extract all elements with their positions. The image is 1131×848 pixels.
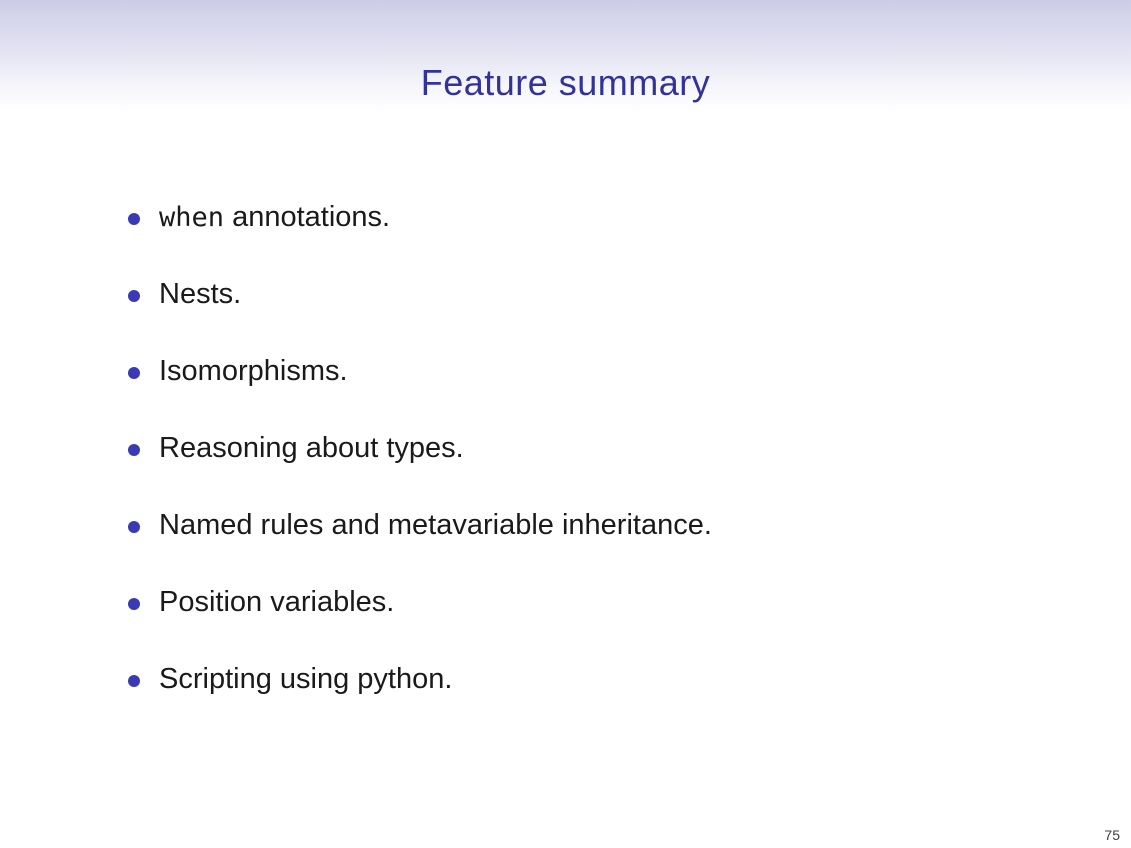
list-item bbox=[128, 354, 1091, 389]
slide-title: Feature summary bbox=[420, 62, 711, 103]
list-item-label: annotations. bbox=[224, 201, 391, 233]
bullet-icon bbox=[128, 444, 140, 456]
list-item bbox=[128, 200, 1091, 235]
list-item bbox=[128, 508, 1091, 543]
list-item-text bbox=[159, 508, 712, 543]
list-item-text bbox=[159, 431, 464, 466]
bullet-icon bbox=[128, 521, 140, 533]
list-item-text bbox=[159, 354, 348, 389]
list-item bbox=[128, 585, 1091, 620]
list-item-label: Nests. bbox=[159, 278, 242, 310]
bullet-icon bbox=[128, 213, 140, 225]
list-item-label: Position variables. bbox=[159, 586, 395, 618]
bullet-icon bbox=[128, 290, 140, 302]
list-item-label: Reasoning about types. bbox=[159, 432, 464, 464]
bullet-icon bbox=[128, 367, 140, 379]
bullet-icon bbox=[128, 598, 140, 610]
list-item bbox=[128, 662, 1091, 697]
list-item-text bbox=[159, 200, 390, 235]
slide-header bbox=[0, 0, 1131, 112]
list-item-label: Named rules and metavariable inheritance. bbox=[159, 509, 712, 541]
bullet-icon bbox=[128, 675, 140, 687]
list-item-text bbox=[159, 662, 452, 697]
list-item bbox=[128, 431, 1091, 466]
inline-code: when bbox=[159, 202, 225, 233]
list-item-label: Isomorphisms. bbox=[159, 355, 348, 387]
list-item-label: Scripting using python. bbox=[159, 663, 453, 695]
list-item-text bbox=[159, 585, 394, 620]
list-item bbox=[128, 277, 1091, 312]
page-number: 75 bbox=[1104, 827, 1120, 843]
feature-bullet-list bbox=[128, 200, 1091, 739]
list-item-text bbox=[159, 277, 241, 312]
